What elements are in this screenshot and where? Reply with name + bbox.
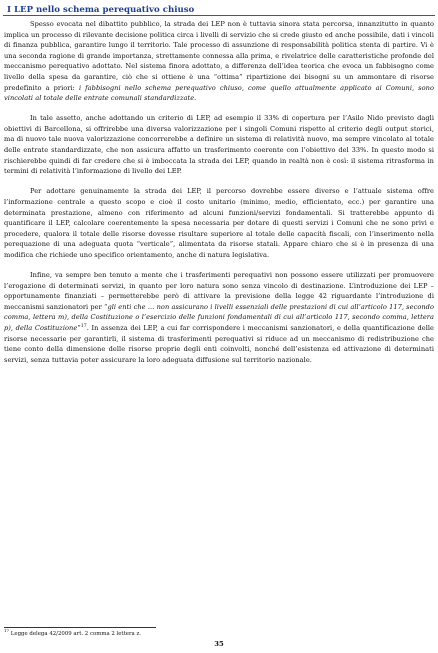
footnote-text: Legge delega 42/2009 art. 2 comma 2 lettera z. [9, 631, 142, 637]
page-number: 35 [214, 640, 224, 648]
text-run: Spesso evocata nel dibattito pubblico, la strada dei LEP non è tuttavia sinora stata percorsa, innanzitutto in quanto implica un processo di rilevante decisione politica circa i livelli di servizio che si crede giusto ed anche possibile, dati i vincoli di finanza pubblica, garantire lungo il territorio. Tale processo di assunzione di responsabilità politica stenta di partire. Vi è una seconda ragione di grande importanza, strettamente connessa alla prima, e rivelatrice delle caratteristiche profonde del meccanismo perequativo adottato. Nel sistema finora adottato, a differenza dell’idea teorica che evoca un fabbisogno come livello della spesa da garantire, ciò che si ottiene è una “ottima” ripartizione dei bisogni su un ammontare di risorse predefinito a priori: [4, 20, 434, 92]
text-run: . [194, 94, 197, 103]
paragraph [4, 270, 434, 365]
text-run: Per adottare genuinamente la strada dei LEP, il percorso dovrebbe essere diverso e l’attuale sistema offre l’informazione centrale a questo scopo e cioè il costo unitario (minimo, medio, efficientato, ecc.) per garantire una determinata prestazione, almeno con riferimento ad alcuni funzioni/servizi fondamentali. Si tratterebbe appunto di quantificare il LEP, calcolare coerentemente la spesa necessaria per dotare di questi servizi i Comuni che ne sono privi e procedere, qualora il totale delle risorse dovesse risultare superiore al totale delle capacità fiscali, con l’inserimento nella perequazione di una adeguata quota “verticale”, alimentata da risorse statali. Appare chiaro che si è in presenza di una modifica che richiede uno specifico orientamento, anche di natura legislativa. [4, 187, 434, 259]
text-run: ” [77, 323, 81, 332]
section-title: I LEP nello schema perequativo chiuso [7, 5, 195, 15]
paragraph [4, 113, 434, 177]
footnote-number: 17 [4, 628, 10, 634]
section-header [3, 3, 435, 16]
text-run: . In assenza dei LEP, a cui far corrispondere i meccanismi sanzionatori, e della quantificazione delle risorse necessarie per garantirli, il sistema di trasferimenti perequativi si riduce ad un meccanismo di redistribuzione che tiene conto della dimensione delle risorse proprie degli enti coinvolti, nonché dell’esistenza ed attivazione di determinati servizi, senza tuttavia poter assicurare la loro adeguata diffusione sul territorio nazionale. [4, 323, 434, 364]
text-run: In tale assetto, anche adottando un criterio di LEP, ad esempio il 33% di copertura per l’Asilo Nido previsto dagli obiettivi di Barcellona, si offrirebbe una diversa valorizzazione per i singoli Comuni rispetto al criterio degli output storici, ma di nuovo tale nuova valorizzazione concorrerebbe a definire un sistema di relatività nuovo, ma sempre vincolato al totale delle entrate standardizzate, che non assicura affatto un trasferimento coerente con l’obiettivo del 33%. In questo modo si rischierebbe quindi di far credere che si è imboccata la strada dei LEP, quando in realtà non è così: il sistema ritrasforma in termini di relatività l’informazione di livello dei LEP. [4, 114, 434, 176]
body-text [4, 19, 434, 375]
footnote-divider [4, 627, 156, 628]
italic-text: gli enti che … non assicurano i livelli essenziali delle prestazioni di cui all’articolo 117, secondo comma, lettera m), della Costituzione o l’esercizio delle funzioni fondamentali di cui all’articolo 117, secondo comma, lettera p), della Costituzione [4, 302, 434, 332]
text-run: Infine, va sempre ben tenuto a mente che i trasferimenti perequativi non possono essere utilizzati per promuovere l’erogazione di determinati servizi, in quanto per loro natura sono senza vincolo di destinazione. L’introduzione dei LEP – opportunamente finanziati – permetterebbe però di attivare la previsione della legge 42 riguardante l’introduzione di meccanismi sanzionatori per “ [4, 270, 434, 311]
footnote-ref: 17 [80, 323, 87, 329]
footnote [4, 630, 141, 638]
paragraph [4, 19, 434, 104]
paragraph [4, 186, 434, 260]
italic-text: i fabbisogni nello schema perequativo chiuso, come quello attualmente applicato ai Comuni, sono vincolati al totale delle entrate comunali standardizzate [4, 83, 434, 103]
